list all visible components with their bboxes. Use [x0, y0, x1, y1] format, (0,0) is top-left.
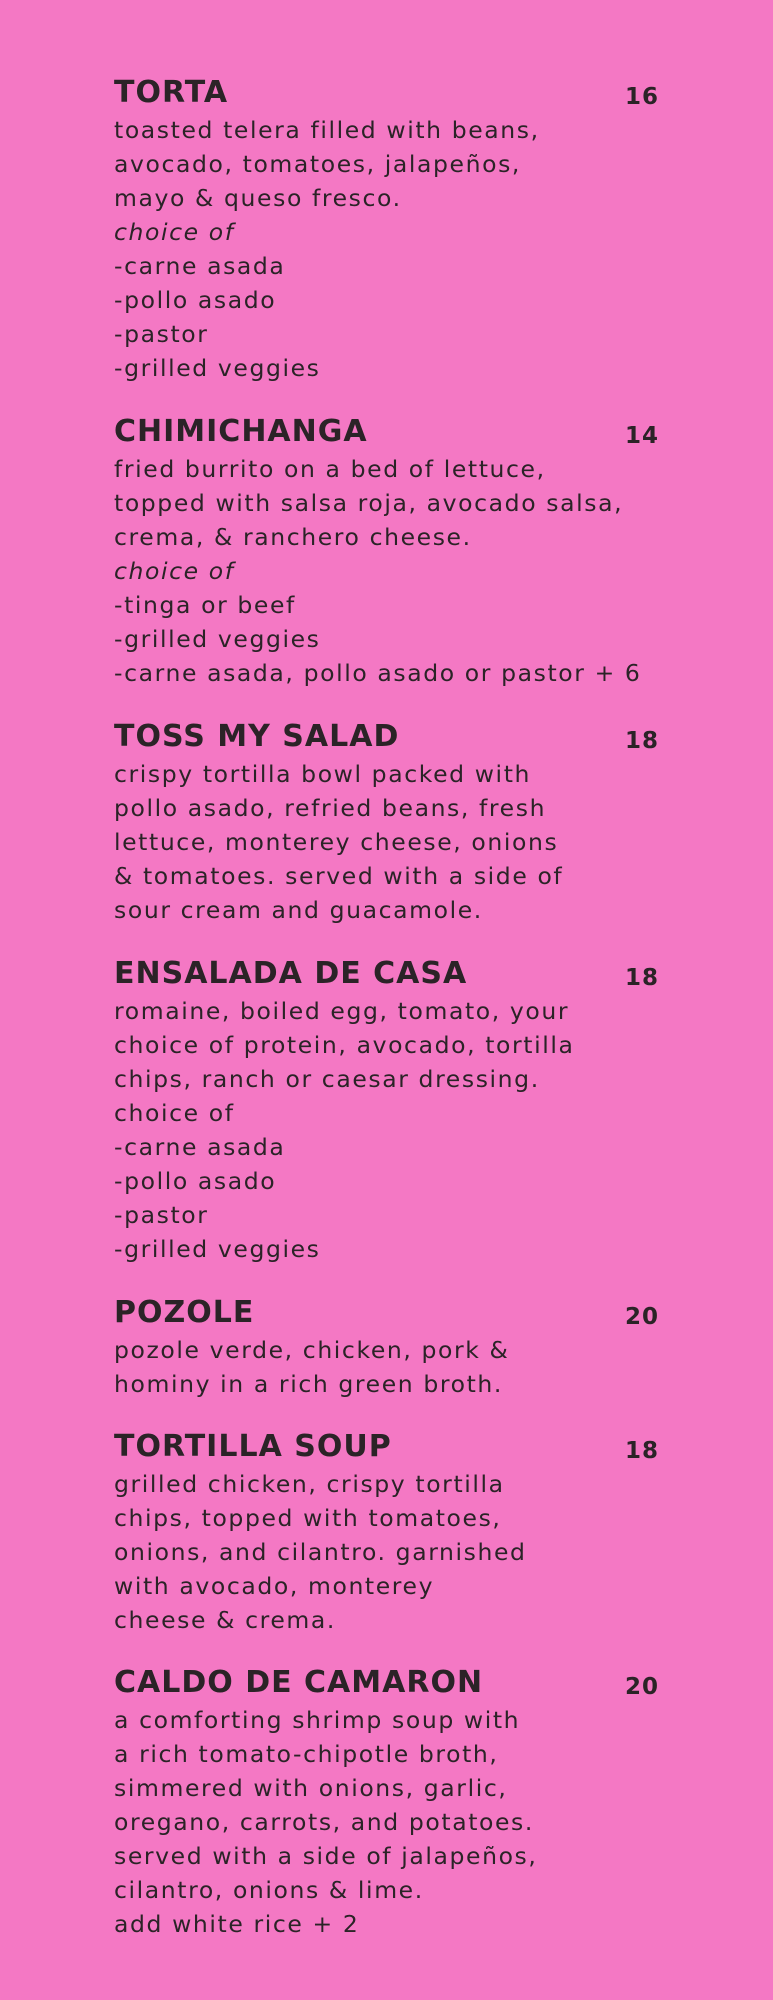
item-description-line: pozole verde, chicken, pork &: [114, 1336, 510, 1364]
item-description-line: -carne asada, pollo asado or pastor + 6: [114, 659, 642, 687]
item-description-line: choice of: [114, 1099, 235, 1127]
item-description-line: fried burrito on a bed of lettuce,: [114, 455, 546, 483]
item-price: 14: [624, 423, 659, 449]
item-name: CALDO DE CAMARON: [114, 1665, 484, 1700]
item-price: 16: [624, 84, 659, 110]
item-header: [114, 73, 669, 113]
item-description-line: oregano, carrots, and potatoes.: [114, 1808, 534, 1836]
item-description-line: -tinga or beef: [114, 591, 296, 619]
item-description-line: cheese & crema.: [114, 1606, 336, 1634]
item-description-line: choice of protein, avocado, tortilla: [114, 1031, 575, 1059]
item-price: 18: [624, 728, 659, 754]
item-description-line: & tomatoes. served with a side of: [114, 862, 564, 890]
item-description-line: add white rice + 2: [114, 1910, 360, 1938]
item-header: [114, 954, 669, 994]
item-description-line: -grilled veggies: [114, 354, 321, 382]
item-description-line: served with a side of jalapeños,: [114, 1842, 538, 1870]
item-description-line: -pastor: [114, 1201, 209, 1229]
item-name: TORTILLA SOUP: [114, 1429, 392, 1464]
menu-item-pozole: [114, 1293, 669, 1401]
item-description-line: a rich tomato-chipotle broth,: [114, 1740, 499, 1768]
item-price: 20: [624, 1304, 659, 1330]
menu-item-caldo-de-camaron: [114, 1663, 669, 1941]
item-description-line: sour cream and guacamole.: [114, 896, 483, 924]
item-price: 18: [624, 1438, 659, 1464]
item-description-line: topped with salsa roja, avocado salsa,: [114, 489, 624, 517]
item-name: TORTA: [114, 75, 229, 110]
item-description-line: mayo & queso fresco.: [114, 184, 402, 212]
item-price: 18: [624, 965, 659, 991]
item-description-line: crispy tortilla bowl packed with: [114, 760, 531, 788]
item-header: [114, 717, 669, 757]
item-description-line: with avocado, monterey: [114, 1572, 435, 1600]
menu-item-ensalada-de-casa: [114, 954, 669, 1266]
item-description-line: onions, and cilantro. garnished: [114, 1538, 527, 1566]
item-description-line: avocado, tomatoes, jalapeños,: [114, 150, 521, 178]
item-name: TOSS MY SALAD: [114, 719, 400, 754]
item-description-line: cilantro, onions & lime.: [114, 1876, 424, 1904]
menu-item-toss-my-salad: [114, 717, 669, 927]
menu-item-torta: [114, 73, 669, 385]
item-header: [114, 1293, 669, 1333]
item-description-line: hominy in a rich green broth.: [114, 1370, 503, 1398]
item-name: POZOLE: [114, 1295, 255, 1330]
item-description-line: a comforting shrimp soup with: [114, 1706, 521, 1734]
item-description-line: lettuce, monterey cheese, onions: [114, 828, 559, 856]
item-header: [114, 412, 669, 452]
item-header: [114, 1663, 669, 1703]
item-description-line: -grilled veggies: [114, 625, 321, 653]
item-description-line: -pastor: [114, 320, 209, 348]
item-description-line: -grilled veggies: [114, 1235, 321, 1263]
item-description-line: -carne asada: [114, 1133, 286, 1161]
item-price: 20: [624, 1674, 659, 1700]
item-description-line: romaine, boiled egg, tomato, your: [114, 997, 570, 1025]
item-description-line: -pollo asado: [114, 1167, 277, 1195]
item-description-line: toasted telera filled with beans,: [114, 116, 540, 144]
item-header: [114, 1427, 669, 1467]
item-description-line: crema, & ranchero cheese.: [114, 523, 472, 551]
item-description-line: simmered with onions, garlic,: [114, 1774, 508, 1802]
menu-item-tortilla-soup: [114, 1427, 669, 1637]
menu-item-chimichanga: [114, 412, 669, 690]
item-description-line: grilled chicken, crispy tortilla: [114, 1470, 505, 1498]
item-description-line: chips, ranch or caesar dressing.: [114, 1065, 540, 1093]
item-description-line: choice of: [114, 557, 235, 585]
item-description-line: pollo asado, refried beans, fresh: [114, 794, 547, 822]
item-name: ENSALADA DE CASA: [114, 956, 468, 991]
item-description-line: chips, topped with tomatoes,: [114, 1504, 502, 1532]
item-description-line: -carne asada: [114, 252, 286, 280]
item-description-line: -pollo asado: [114, 286, 277, 314]
item-description-line: choice of: [114, 218, 235, 246]
item-name: CHIMICHANGA: [114, 414, 368, 449]
